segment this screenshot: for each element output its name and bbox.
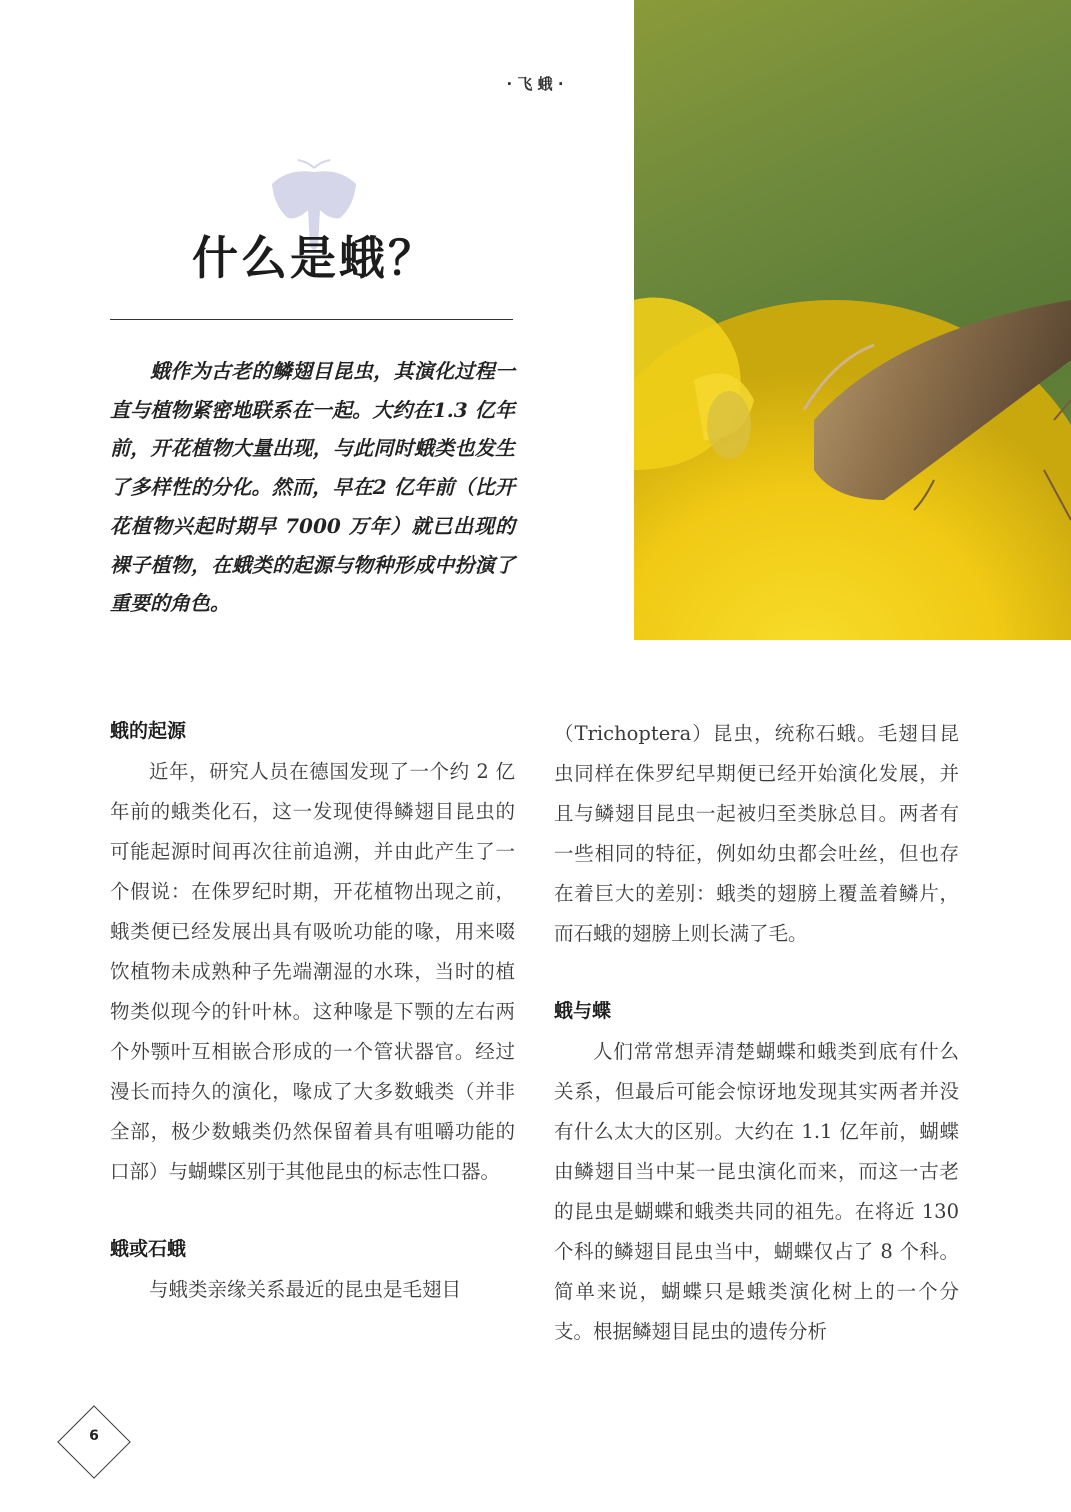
caddisfly-heading: 蛾或石蛾 xyxy=(110,1238,187,1260)
caddisfly-text-continued: （Trichoptera）昆虫，统称石蛾。毛翅目昆虫同样在侏罗纪早期便已经开始演化发展，并且与鳞翅目昆虫一起被归至类脉总目。两者有一些相同的特征，例如幼虫都会吐丝，但也存在着巨大的差别：蛾类的翅膀上覆盖着鳞片，而石蛾的翅膀上则长满了毛。 xyxy=(554,722,959,945)
butterfly-text: 人们常常想弄清楚蝴蝶和蛾类到底有什么关系，但最后可能会惊讶地发现其实两者并没有什么太大的区别。大约在 1.1 亿年前，蝴蝶由鳞翅目当中某一昆虫演化而来，而这一古老的昆虫是蝴蝶和蛾类共同的祖先。在将近 130 个科的鳞翅目昆虫当中，蝴蝶仅占了 8 个科。简单来说，蝴蝶只是蛾类演化树上的一个分支。根据鳞翅目昆虫的遗传分析 xyxy=(554,1040,959,1343)
caddisfly-text: 与蛾类亲缘关系最近的昆虫是毛翅目 xyxy=(149,1278,462,1301)
right-column xyxy=(554,714,959,1352)
page-title: 什么是蛾？ xyxy=(192,231,437,285)
left-column xyxy=(110,714,515,1310)
page-number: 6 xyxy=(89,1428,99,1444)
origin-text: 近年，研究人员在德国发现了一个约 2 亿年前的蛾类化石，这一发现使得鳞翅目昆虫的可能起源时间再次往前追溯，并由此产生了一个假说：在侏罗纪时期，开花植物出现之前，蛾类便已经发展出具有吸吮功能的喙，用来啜饮植物未成熟种子先端潮湿的水珠，当时的植物类似现今的针叶林。这种喙是下颚的左右两个外颚叶互相嵌合形成的一个管状器官。经过漫长而持久的演化，喙成了大多数蛾类（并非全部，极少数蛾类仍然保留着具有咀嚼功能的口部）与蝴蝶区别于其他昆虫的标志性口器。 xyxy=(110,760,515,1183)
origin-heading: 蛾的起源 xyxy=(110,720,187,742)
section-tag: · 飞 蛾 · xyxy=(506,75,564,93)
moth-on-flower-image xyxy=(634,0,1071,640)
moth-photo xyxy=(634,0,1071,640)
butterfly-heading: 蛾与蝶 xyxy=(554,1000,612,1022)
title-divider xyxy=(110,319,513,320)
intro-paragraph: 蛾作为古老的鳞翅目昆虫，其演化过程一直与植物紧密地联系在一起。大约在1.3 亿年前，开花植物大量出现，与此同时蛾类也发生了多样性的分化。然而，早在2 亿年前（比开花植物兴起时期早 7000 万年）就已出现的裸子植物，在蛾类的起源与物种形成中扮演了重要的角色。 xyxy=(110,359,515,616)
